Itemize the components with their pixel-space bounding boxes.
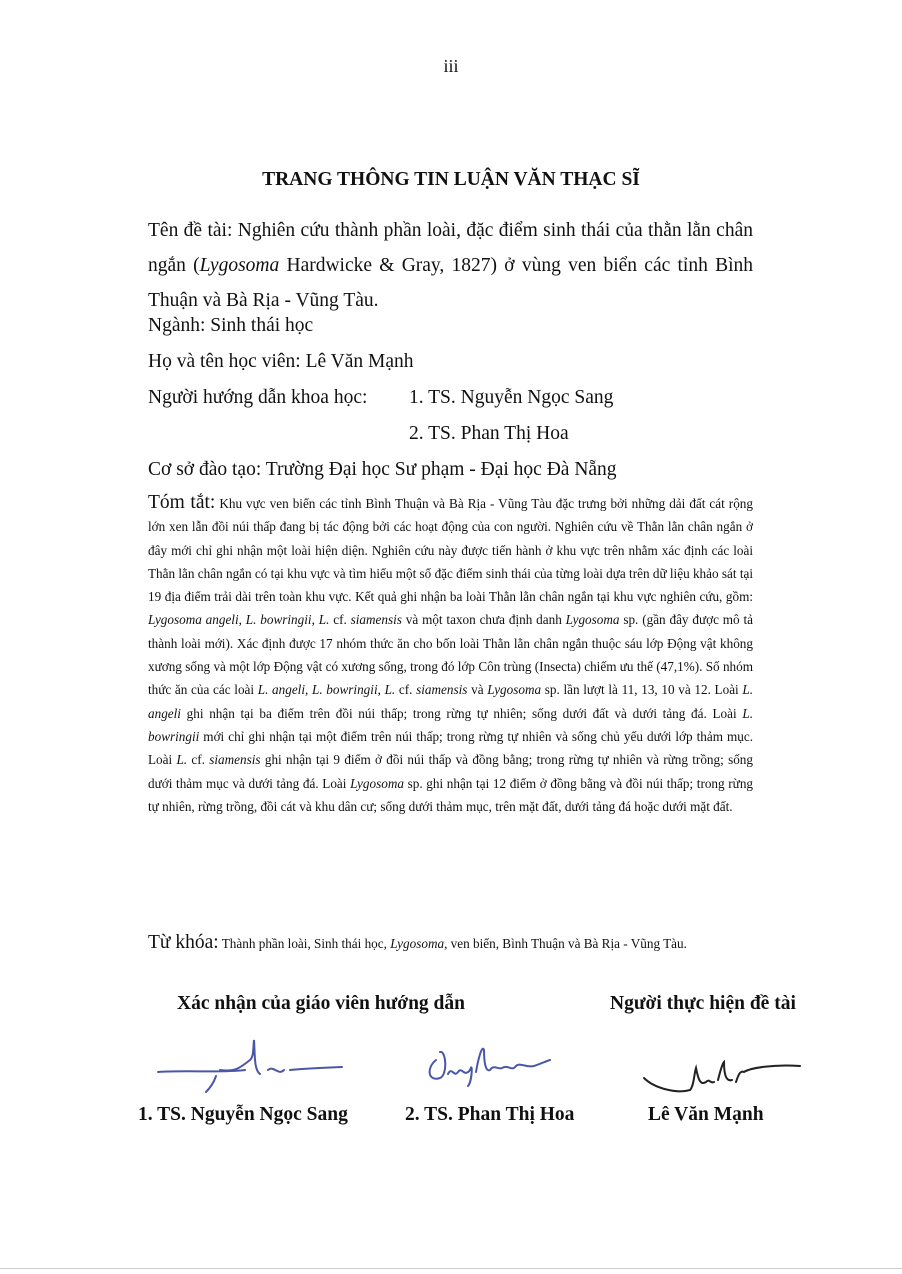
abstract-text: và một taxon chưa định danh (401, 612, 566, 628)
signature-phan-thi-hoa (418, 1030, 558, 1090)
keywords-text: Thành phần loài, Sinh thái học, (218, 936, 391, 951)
supervisor-2: 2. TS. Phan Thị Hoa (409, 423, 569, 444)
species-name: Lygosoma (350, 775, 404, 791)
signature-nguyen-ngoc-sang (150, 1030, 350, 1100)
abstract-text: Khu vực ven biển các tỉnh Bình Thuận và Bà Rịa - Vũng Tàu đặc trưng bởi những dải đất cát rộng lớn xen lẫn đồi núi thấp đang bị tác động bởi các hoạt động của con người. Nghiên cứu về Thằn lằn chân ngắn ở đây mới chỉ ghi nhận một loài hiện diện. Nghiên cứu này được tiến hành ở khu vực trên nhằm xác định các loài Thằn lằn chân ngắn có tại khu vực và tìm hiểu một số đặc điểm sinh thái của từng loài dựa trên dữ liệu khảo sát tại 19 địa điểm trải dài trên toàn khu vực. Kết quả ghi nhận ba loài Thằn lằn chân ngắn tại khu vực nghiên cứu, gồm: (148, 496, 754, 605)
supervisor-confirmation-heading: Xác nhận của giáo viên hướng dẫn (177, 993, 465, 1014)
species-name: siamensis (416, 682, 468, 698)
abstract-paragraph (148, 491, 753, 818)
abstract-text: , (238, 612, 246, 628)
abstract-text: , (311, 612, 319, 628)
topic-text-part1: Nghiên cứu thành phần loài, đặc điểm sinh thái của thằn lằn chân ngắn ( (148, 220, 753, 276)
species-name: L. bowringii (312, 682, 378, 698)
page-number: iii (443, 56, 459, 76)
abstract-text: cf. (395, 682, 417, 698)
supervisor-1: 1. TS. Nguyễn Ngọc Sang (409, 387, 614, 408)
species-name: L. (384, 682, 396, 698)
major-line: Ngành: Sinh thái học (148, 315, 314, 336)
abstract-text: sp. (gần đây được mô tả thành loài mới). Xác định được 17 nhóm thức ăn cho bốn loài Thằn lằn chân ngắn thuộc sáu lớp Động vật không xương sống và một lớp Động vật có xương sống, trong đó lớp Côn trùng (Insecta) chiếm ưu thế (47,1%). Số nhóm thức ăn của các loài (148, 612, 754, 698)
keywords-text: , ven biển, Bình Thuận và Bà Rịa - Vũng Tàu. (444, 936, 687, 951)
abstract-text: ghi nhận tại 9 điểm ở đồi núi thấp và đồng bằng; trong rừng tự nhiên và rừng trồng; sống dưới thảm mục và dưới tảng đá. Loài (148, 752, 753, 791)
signer-name-3: Lê Văn Mạnh (648, 1104, 764, 1125)
abstract-text: sp. lần lượt là 11, 13, 10 và 12. Loài (541, 682, 743, 698)
species-name: L. angeli (257, 682, 306, 698)
signer-name-2: 2. TS. Phan Thị Hoa (405, 1104, 575, 1125)
abstract-text: cf. (329, 612, 351, 628)
abstract-text: cf. (187, 752, 210, 768)
species-name: L. bowringii (245, 612, 312, 628)
supervisor-label: Người hướng dẫn khoa học: (148, 387, 368, 408)
species-name: Lygosoma (487, 682, 542, 698)
species-name: L. (176, 752, 188, 768)
topic-paragraph (148, 213, 753, 318)
species-name: siamensis (350, 612, 402, 628)
signature-le-van-manh (640, 1050, 810, 1100)
abstract-text: ghi nhận tại ba điểm trên đồi núi thấp; trong rừng tự nhiên; sống dưới đất và dưới tảng đá. Loài (180, 705, 743, 721)
keywords-paragraph (148, 931, 753, 955)
species-name: L. bowringii (148, 705, 753, 744)
institution-line: Cơ sở đào tạo: Trường Đại học Sư phạm - Đại học Đà Nẵng (148, 459, 617, 480)
keywords-label: Từ khóa: (148, 932, 219, 953)
topic-text-part2: Hardwicke & Gray, 1827) ở vùng ven biển các tỉnh Bình Thuận và Bà Rịa - Vũng Tàu. (148, 255, 753, 311)
topic-label: Tên đề tài: (148, 220, 238, 241)
topic-genus: Lygosoma (199, 255, 280, 276)
abstract-label: Tóm tắt: (148, 492, 216, 513)
species-name: L. angeli (148, 682, 754, 721)
keywords-genus: Lygosoma (390, 936, 445, 951)
abstract-text: , (305, 682, 312, 698)
species-name: siamensis (209, 752, 261, 768)
abstract-text: mới chỉ ghi nhận tại một điểm trên núi thấp; trong rừng tự nhiên và sống chủ yếu dưới lớp thảm mục. Loài (148, 728, 753, 768)
page-bottom-edge (0, 1268, 902, 1269)
page-title: TRANG THÔNG TIN LUẬN VĂN THẠC SĨ (262, 169, 640, 190)
species-name: Lygosoma angeli (148, 612, 239, 628)
author-heading: Người thực hiện đề tài (610, 993, 796, 1014)
abstract-text: , (377, 682, 385, 698)
abstract-text: và (467, 682, 488, 698)
species-name: L. (318, 612, 330, 628)
signer-name-1: 1. TS. Nguyễn Ngọc Sang (138, 1104, 348, 1125)
species-name: Lygosoma (565, 612, 620, 628)
abstract-text: sp. ghi nhận tại 12 điểm ở đồng bằng và đồi núi thấp; trong rừng tự nhiên, rừng trồng, đồi cát và khu dân cư; sống dưới thảm mục, trên mặt đất, dưới tảng đá hoặc dưới mặt đất. (148, 775, 754, 814)
student-line: Họ và tên học viên: Lê Văn Mạnh (148, 351, 414, 372)
